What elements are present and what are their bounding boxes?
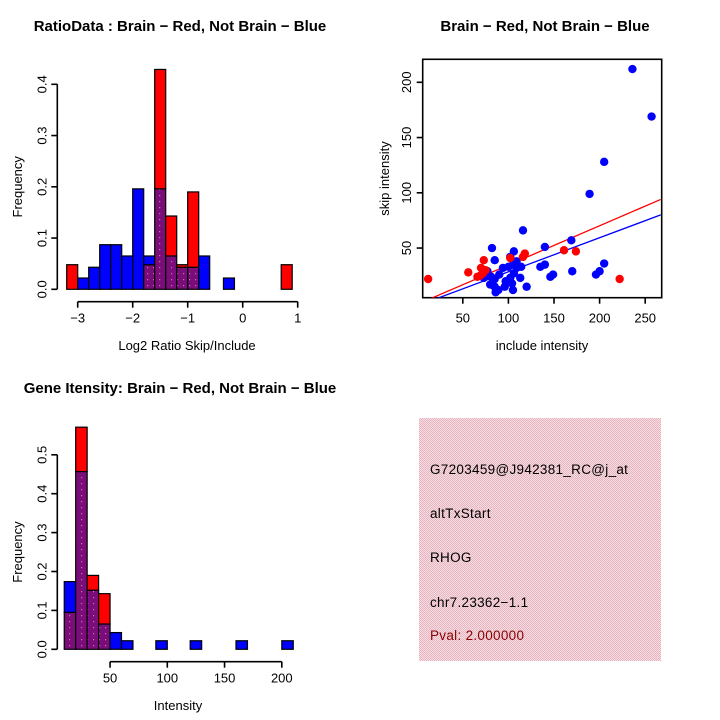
bar-overlap-segment: [99, 624, 110, 649]
blue-point: [509, 286, 517, 294]
bar-segment: [281, 265, 292, 290]
x-tick-label: 100: [156, 670, 179, 686]
blue-point: [647, 112, 655, 120]
bar-segment: [236, 641, 247, 650]
locus-text: chr7.23362−1.1: [430, 595, 529, 610]
blue-point: [519, 226, 527, 234]
event-type-text: altTxStart: [430, 506, 491, 521]
x-tick-label: 200: [270, 670, 293, 686]
blue-point: [600, 158, 608, 166]
bar-segment: [100, 245, 111, 290]
info-box: [419, 418, 661, 661]
bar-overlap-segment: [87, 590, 98, 649]
x-tick-label: 150: [543, 310, 565, 326]
x-axis: [110, 662, 282, 668]
bar-segment: [156, 641, 167, 650]
y-tick-label: 0.0: [34, 640, 50, 659]
y-tick-label: 0.5: [34, 445, 50, 464]
x-tick-label: −2: [125, 310, 141, 326]
blue-point: [517, 263, 525, 271]
y-tick-label: 100: [399, 181, 414, 204]
blue-point: [516, 274, 524, 282]
bar-segment: [199, 256, 210, 289]
y-axis: [51, 84, 57, 289]
y-tick-label: 0.1: [34, 229, 50, 248]
x-tick-label: −3: [70, 310, 86, 326]
blue-point: [522, 283, 530, 291]
bar-overlap-segment: [144, 265, 155, 290]
plot-title: RatioData : Brain − Red, Not Brain − Blue: [33, 18, 327, 35]
bar-segment: [99, 594, 110, 624]
bar-segment: [78, 278, 89, 289]
y-axis: [51, 455, 57, 650]
bar-overlap-segment: [188, 267, 199, 289]
bar-segment: [144, 256, 155, 265]
bar-overlap-segment: [166, 256, 177, 289]
blue-point: [568, 267, 576, 275]
bar-segment: [155, 69, 166, 188]
bar-segment: [190, 641, 201, 650]
y-tick-label: 0.2: [34, 177, 50, 196]
blue-point: [600, 259, 608, 267]
plot-title: Gene Itensity: Brain − Red, Not Brain − Blue: [23, 380, 337, 397]
y-tick-label: 0.2: [34, 562, 50, 581]
x-tick-label: 100: [497, 310, 520, 326]
red-point: [424, 275, 432, 283]
y-tick-label: 0.0: [34, 280, 50, 299]
pval-text: Pval: 2.000000: [430, 628, 525, 643]
bar-overlap-segment: [76, 472, 87, 650]
blue-point: [541, 243, 549, 251]
data-points: [424, 65, 656, 297]
axis-ticks: [417, 82, 646, 303]
bar-segment: [89, 267, 100, 289]
ratio-histogram-svg: [0, 0, 360, 360]
blue-point: [491, 256, 499, 264]
bar-segment: [64, 582, 75, 613]
blue-point: [541, 260, 549, 268]
blue-point: [549, 270, 557, 278]
blue-line: [430, 215, 661, 301]
blue-point: [585, 190, 593, 198]
probe-id-text: G7203459@J942381_RC@j_at: [430, 462, 629, 477]
x-tick-label: 50: [102, 670, 118, 686]
red-point: [480, 256, 488, 264]
bar-segment: [282, 641, 293, 650]
bar-overlap-segment: [155, 189, 166, 289]
x-axis-title: include intensity: [495, 338, 589, 353]
blue-point: [567, 236, 575, 244]
red-point: [481, 266, 489, 274]
bar-segment: [177, 265, 188, 268]
bar-segment: [67, 265, 78, 290]
red-point: [572, 247, 580, 255]
bar-segment: [122, 641, 133, 650]
y-axis-title: Frequency: [10, 156, 25, 218]
ratio-histogram-panel: [0, 0, 360, 360]
bar-segment: [223, 278, 234, 289]
y-tick-label: 150: [399, 126, 414, 149]
y-tick-label: 0.4: [34, 484, 50, 503]
bar-segment: [76, 427, 87, 471]
bar-overlap-segment: [64, 612, 75, 649]
blue-point: [628, 65, 636, 73]
scatter-panel: [360, 0, 720, 360]
y-tick-label: 200: [399, 71, 414, 94]
x-tick-label: 1: [294, 310, 302, 326]
red-point: [521, 249, 529, 257]
y-tick-label: 0.3: [34, 523, 50, 542]
x-tick-label: 50: [455, 310, 471, 326]
info-panel: [360, 360, 720, 720]
red-point: [615, 275, 623, 283]
x-tick-label: 150: [213, 670, 236, 686]
y-axis-title: skip intensity: [377, 141, 392, 216]
y-tick-label: 0.3: [34, 126, 50, 145]
bar-segment: [87, 575, 98, 590]
red-point: [560, 246, 568, 254]
bar-segment: [188, 192, 199, 267]
bar-segment: [110, 633, 121, 650]
y-tick-label: 0.4: [34, 75, 50, 94]
intensity-scatter-svg: [360, 0, 720, 360]
x-axis-title: Intensity: [153, 698, 203, 713]
histogram-bars: [67, 69, 293, 289]
bar-segment: [111, 245, 122, 290]
gene-intensity-histogram-panel: [0, 360, 360, 720]
y-tick-label: 50: [399, 240, 414, 256]
y-tick-label: 0.1: [34, 601, 50, 620]
bar-segment: [122, 256, 133, 289]
x-tick-label: −1: [180, 310, 196, 326]
red-point: [464, 268, 472, 276]
x-tick-label: 200: [588, 310, 611, 326]
blue-point: [488, 244, 496, 252]
x-tick-label: 0: [239, 310, 247, 326]
gene-intensity-histogram-svg: [0, 360, 360, 720]
red-point: [506, 254, 514, 262]
x-tick-label: 250: [634, 310, 657, 326]
plot-title: Brain − Red, Not Brain − Blue: [440, 18, 650, 35]
bar-segment: [166, 216, 177, 256]
blue-point: [595, 267, 603, 275]
x-axis-title: Log2 Ratio Skip/Include: [118, 338, 256, 353]
y-axis-title: Frequency: [10, 521, 25, 583]
bar-segment: [133, 189, 144, 289]
x-axis: [78, 302, 298, 308]
bar-overlap-segment: [177, 267, 188, 289]
gene-name-text: RHOG: [430, 550, 472, 565]
histogram-bars: [64, 427, 293, 649]
